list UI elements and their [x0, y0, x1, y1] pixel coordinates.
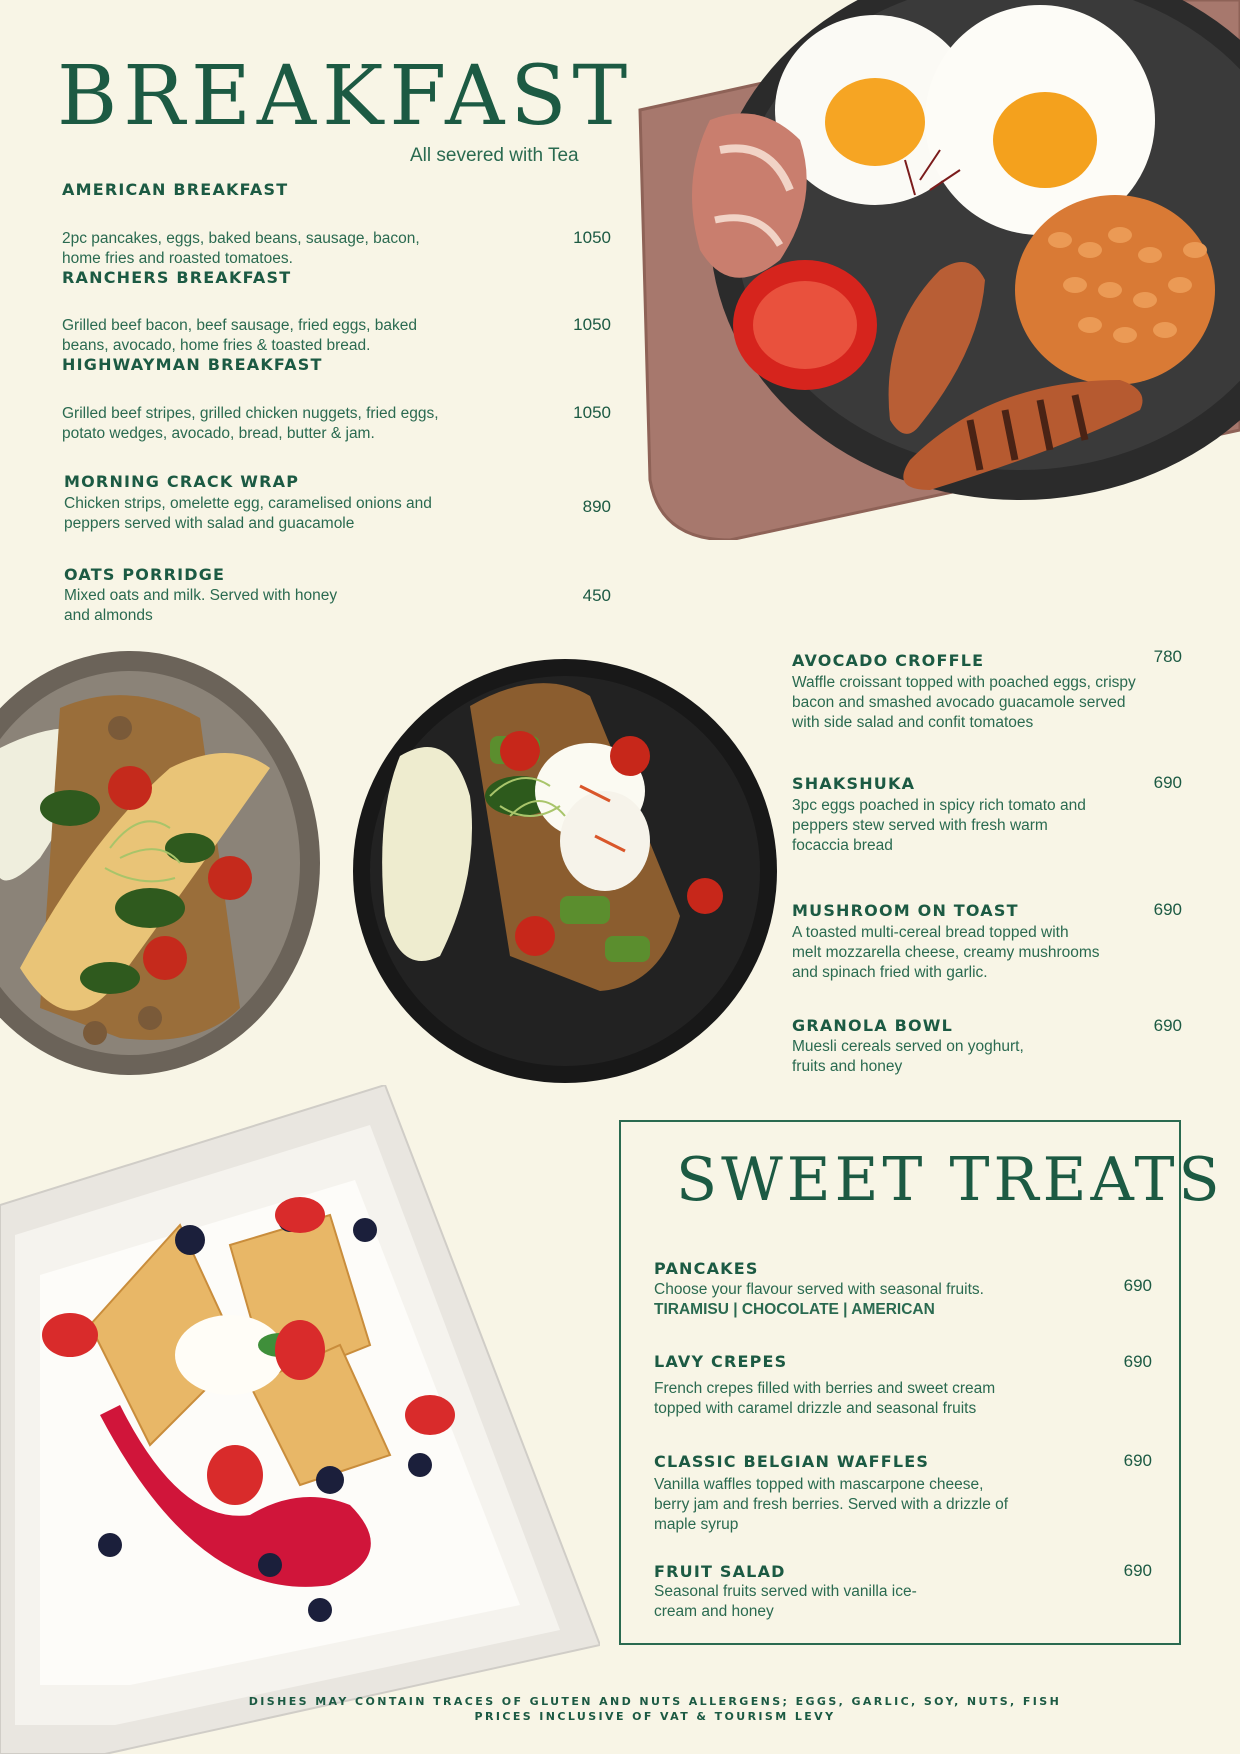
menu-item-price: 690	[1123, 1451, 1152, 1470]
menu-item-description: French crepes filled with berries and sweet cream topped with caramel drizzle and seasonal fruits	[654, 1380, 996, 1417]
menu-item-name: LAVY CREPES	[654, 1352, 788, 1371]
menu-item-price: 1050	[573, 403, 611, 422]
menu-item-name: MORNING CRACK WRAP	[64, 472, 300, 491]
menu-item-price: 450	[582, 586, 611, 605]
menu-item-name: AMERICAN BREAKFAST	[62, 180, 289, 199]
menu-item-description: 3pc eggs poached in spicy rich tomato and peppers stew served with fresh warm focaccia bread	[792, 797, 1086, 854]
pricing-notice: PRICES INCLUSIVE OF VAT & TOURISM LEVY	[474, 1710, 836, 1723]
menu-item-name: AVOCADO CROFFLE	[792, 651, 985, 670]
avocado-eggs-toast-plate-image	[350, 656, 780, 1086]
menu-item-description: A toasted multi-cereal bread topped with melt mozzarella cheese, creamy mushrooms and spinach fried with garlic.	[792, 924, 1100, 981]
menu-item-name: HIGHWAYMAN BREAKFAST	[62, 355, 323, 374]
menu-item-description: Vanilla waffles topped with mascarpone cheese, berry jam and fresh berries. Served with a drizzle of maple syrup	[654, 1476, 1009, 1533]
menu-item-price: 780	[1153, 647, 1182, 666]
menu-item-description: Waffle croissant topped with poached eggs, crispy bacon and smashed avocado guacamole served with side salad and confit tomatoes	[792, 674, 1136, 731]
menu-item-name: OATS PORRIDGE	[64, 565, 226, 584]
menu-item-name: SHAKSHUKA	[792, 774, 916, 793]
menu-item-price: 1050	[573, 315, 611, 334]
breakfast-title: BREAKFAST	[57, 49, 634, 144]
menu-item-description: Chicken strips, omelette egg, caramelised onions and peppers served with salad and guacamole	[64, 495, 432, 532]
menu-item-description: Mixed oats and milk. Served with honey and almonds	[64, 587, 338, 624]
menu-item-description: Muesli cereals served on yoghurt, fruits and honey	[792, 1038, 1024, 1075]
menu-item-name: GRANOLA BOWL	[792, 1016, 954, 1035]
menu-item-description: Choose your flavour served with seasonal fruits.	[654, 1281, 984, 1298]
menu-item-price: 690	[1153, 773, 1182, 792]
menu-item-price: 690	[1123, 1561, 1152, 1580]
sweet-treats-title: SWEET TREATS	[676, 1145, 1224, 1215]
omelette-toast-plate-image	[0, 648, 322, 1098]
menu-item-description: Grilled beef bacon, beef sausage, fried eggs, baked beans, avocado, home fries & toasted bread.	[62, 317, 418, 354]
menu-item-price: 690	[1123, 1276, 1152, 1295]
menu-item-description: Grilled beef stripes, grilled chicken nuggets, fried eggs, potato wedges, avocado, bread, butter & jam.	[62, 405, 439, 442]
pancake-flavour-options: TIRAMISU | CHOCOLATE | AMERICAN	[654, 1301, 935, 1318]
menu-item-name: RANCHERS BREAKFAST	[62, 268, 292, 287]
menu-item-name: PANCAKES	[654, 1259, 759, 1278]
belgian-waffles-berries-plate-image	[0, 1085, 600, 1754]
full-english-breakfast-plate-image	[620, 0, 1240, 540]
menu-item-name: MUSHROOM ON TOAST	[792, 901, 1019, 920]
menu-item-description: 2pc pancakes, eggs, baked beans, sausage, bacon, home fries and roasted tomatoes.	[62, 230, 420, 267]
menu-item-description: Seasonal fruits served with vanilla ice-cream and honey	[654, 1583, 917, 1620]
breakfast-subtitle: All severed with Tea	[410, 145, 579, 166]
menu-item-price: 1050	[573, 228, 611, 247]
menu-item-name: FRUIT SALAD	[654, 1562, 786, 1581]
allergen-notice: DISHES MAY CONTAIN TRACES OF GLUTEN AND NUTS ALLERGENS; EGGS, GARLIC, SOY, NUTS, FISH	[248, 1695, 1062, 1708]
menu-item-price: 890	[582, 497, 611, 516]
menu-item-price: 690	[1153, 900, 1182, 919]
menu-item-name: CLASSIC BELGIAN WAFFLES	[654, 1452, 930, 1471]
menu-item-price: 690	[1153, 1016, 1182, 1035]
menu-item-price: 690	[1123, 1352, 1152, 1371]
